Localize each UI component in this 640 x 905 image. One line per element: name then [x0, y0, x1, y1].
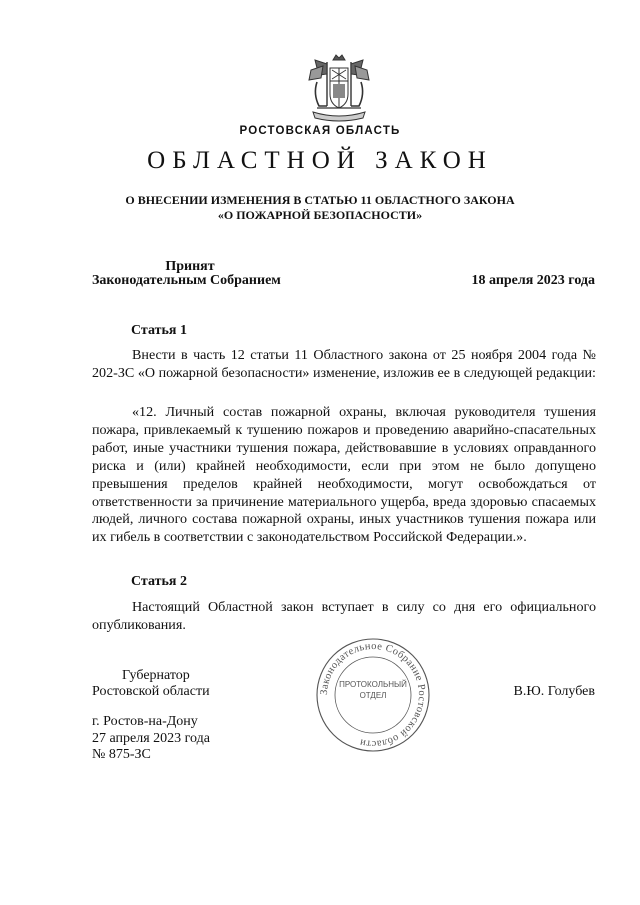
document-type: ОБЛАСТНОЙ ЗАКОН — [147, 147, 493, 174]
signatory-name: В.Ю. Голубев — [513, 684, 595, 699]
official-stamp — [314, 636, 432, 754]
law-number: № 875-ЗС — [92, 747, 151, 762]
stamp-outer-text: Законодательное Собрание Ростовской области — [318, 640, 428, 750]
article-1-paragraph-2: «12. Личный состав пожарной охраны, включая руководителя тушения пожара, привлекаемый к тушению пожаров и проведению аварийно-спасательных работ, иные участники тушения пожара, действовавшие в условиях оправданного риска и (или) крайней необходимости, если при этом не было допущено превышения пределов крайней необходимости, могут освобождаться от ответственности за причинение материального ущерба, вреда здоровью спасаемых людей, личного состава пожарной охраны, иных участников тушения пожара или их гибель в соответствии с законодательством Российской Федерации.». — [92, 404, 596, 546]
rostov-coat-of-arms-icon — [303, 54, 375, 122]
law-title-line-2: «О ПОЖАРНОЙ БЕЗОПАСНОСТИ» — [217, 208, 423, 222]
signatory-position-line-1: Губернатор — [122, 668, 190, 683]
stamp-inner-line-1: ПРОТОКОЛЬНЫЙ — [339, 680, 407, 689]
signatory-position-line-2: Ростовской области — [92, 684, 210, 699]
region-name: РОСТОВСКАЯ ОБЛАСТЬ — [239, 125, 401, 137]
law-title-line-1: О ВНЕСЕНИИ ИЗМЕНЕНИЯ В СТАТЬЮ 11 ОБЛАСТНОГО ЗАКОНА — [125, 193, 515, 207]
adoption-date: 18 апреля 2023 года — [471, 273, 595, 288]
signing-place: г. Ростов-на-Дону — [92, 714, 198, 729]
signing-date: 27 апреля 2023 года — [92, 731, 210, 746]
article-2-heading: Статья 2 — [131, 574, 187, 589]
adopted-by: Законодательным Собранием — [92, 273, 281, 288]
article-1-paragraph-1: Внести в часть 12 статьи 11 Областного закона от 25 ноября 2004 года № 202-ЗС «О пожарной безопасности» изменение, изложив ее в следующей редакции: — [92, 347, 596, 381]
stamp-inner-line-2: ОТДЕЛ — [359, 691, 387, 700]
article-1-heading: Статья 1 — [131, 323, 187, 338]
adopted-label: Принят — [165, 259, 215, 274]
article-2-paragraph-1: Настоящий Областной закон вступает в силу со дня его официального опубликования. — [92, 599, 596, 633]
law-title — [0, 193, 640, 223]
